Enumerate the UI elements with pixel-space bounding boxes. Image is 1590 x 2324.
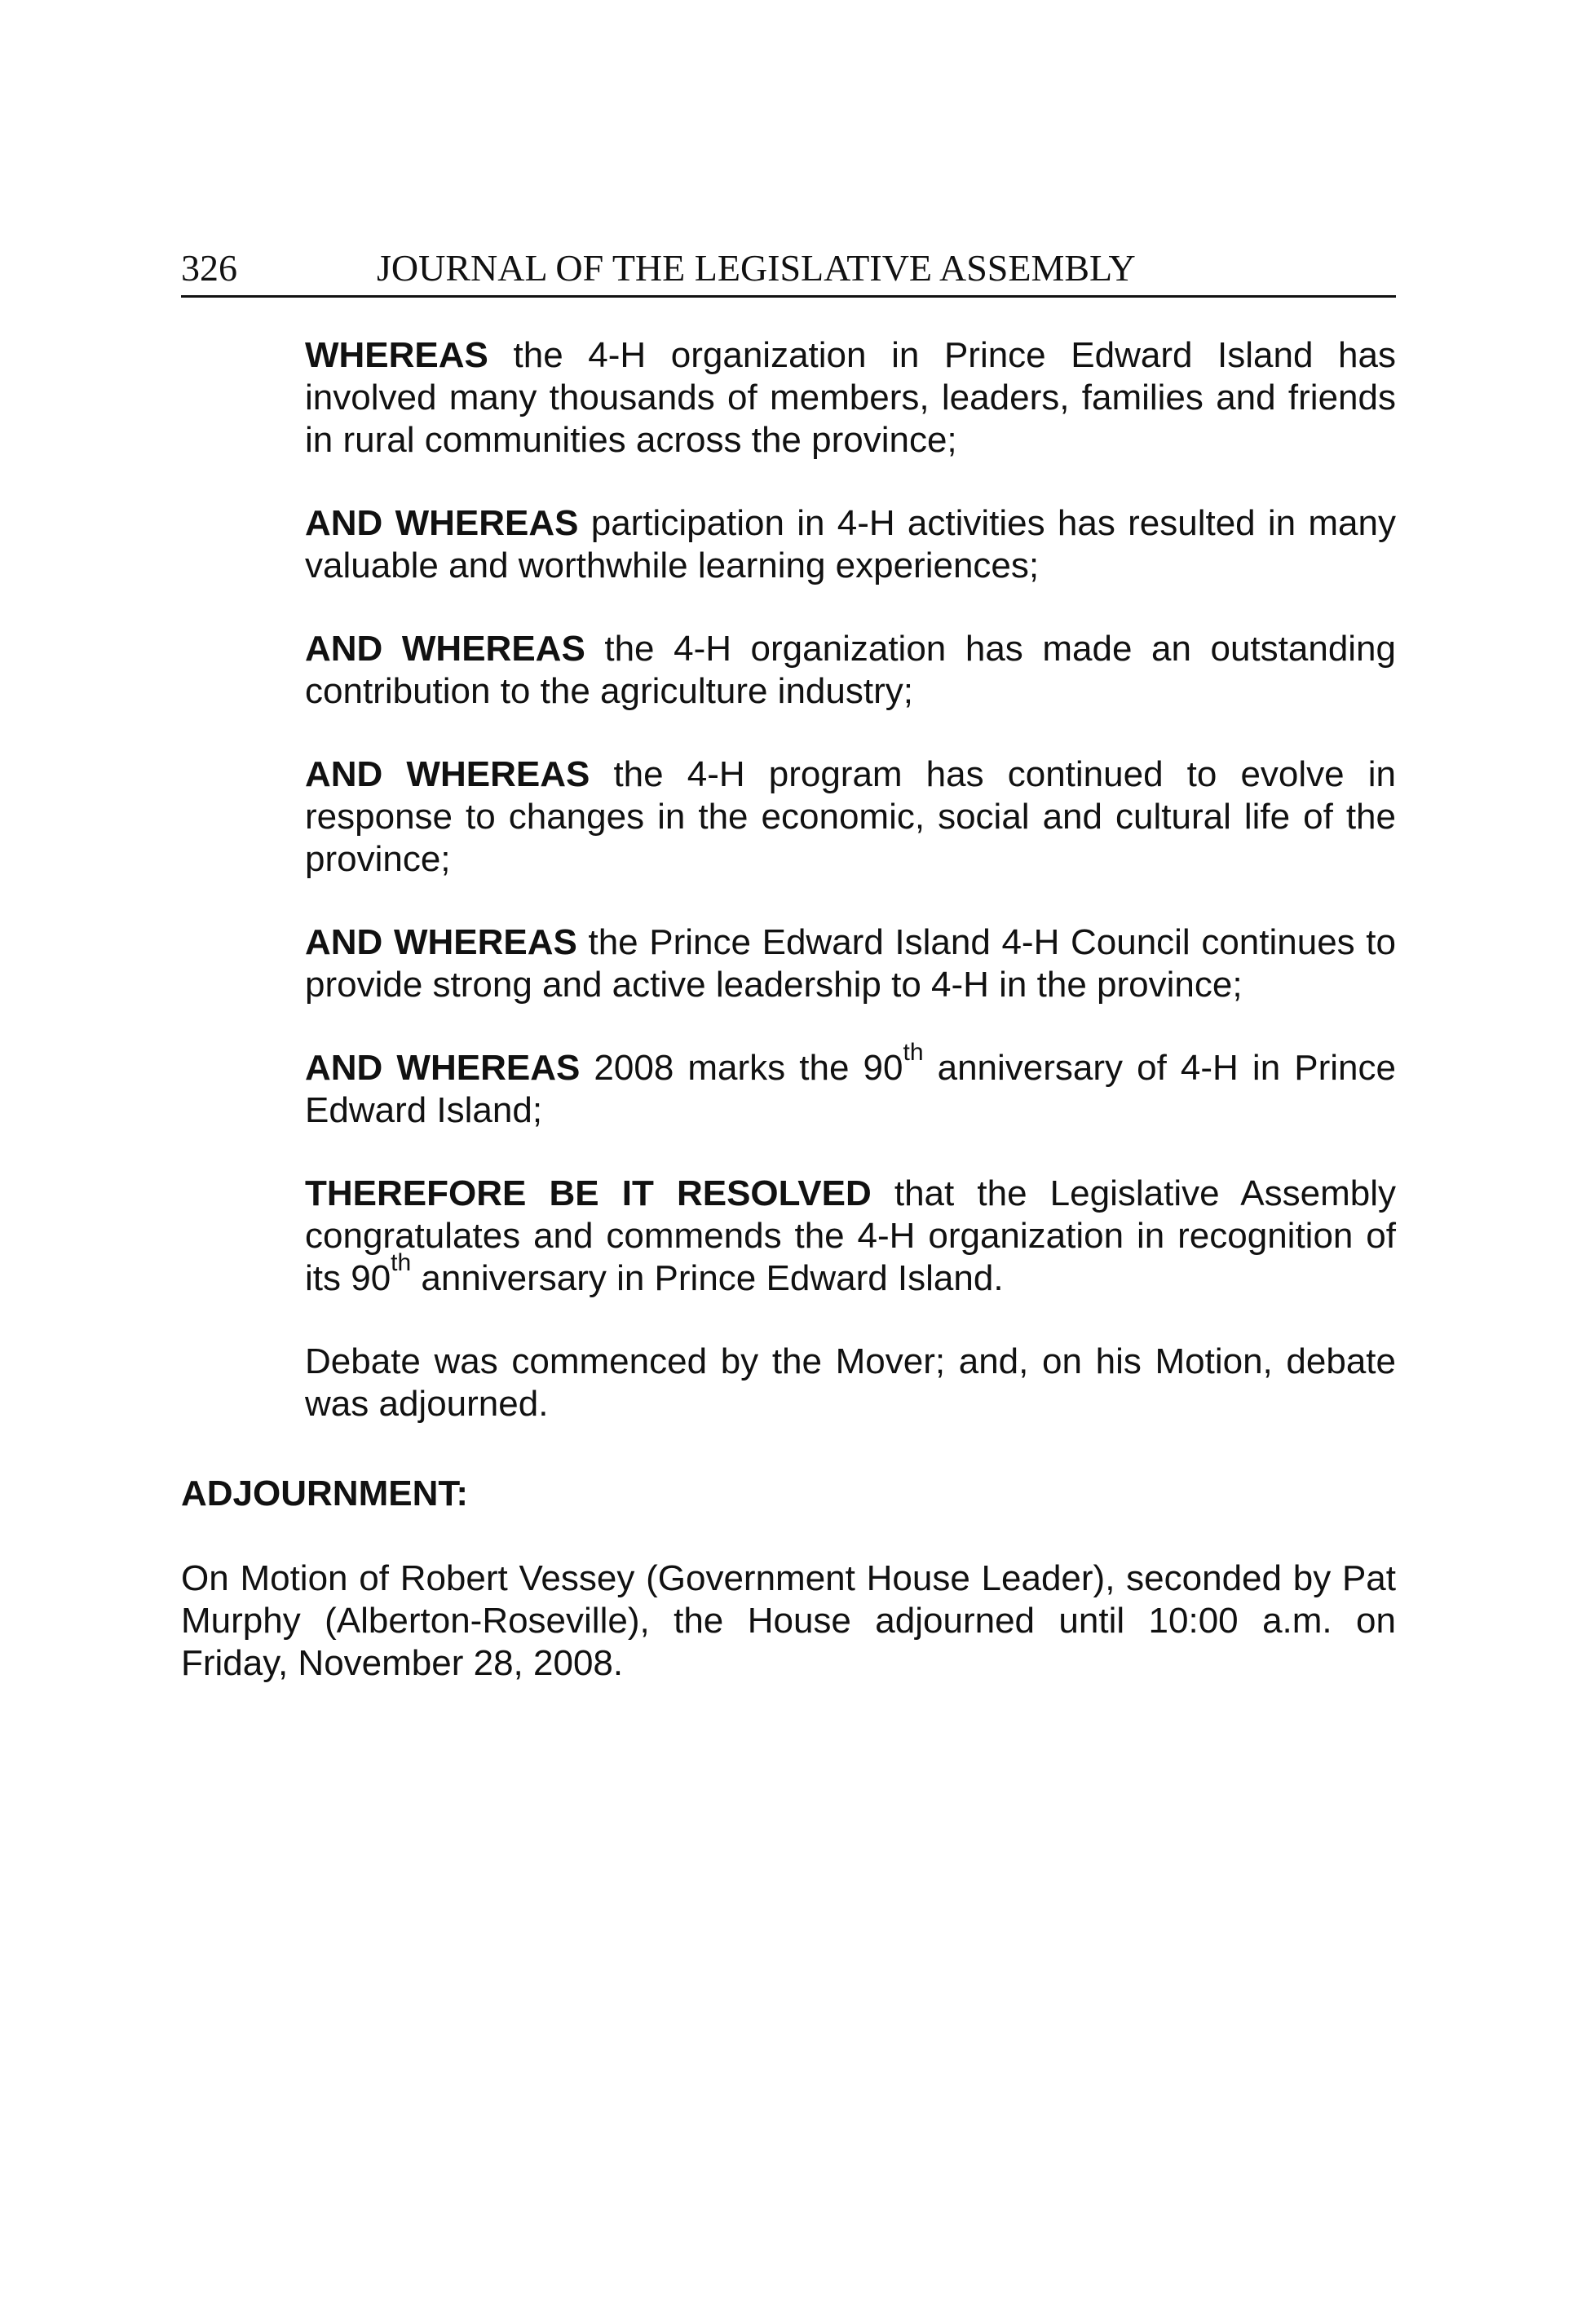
paragraph-lead: AND WHEREAS xyxy=(305,629,585,669)
paragraph-text: the 4-H organization has made an outstanding contribution to the agriculture industry; xyxy=(305,629,1397,711)
page-number: 326 xyxy=(181,247,237,289)
debate-note-paragraph xyxy=(305,1341,1396,1425)
ordinal-superscript: th xyxy=(391,1249,412,1276)
paragraph-text: anniversary in Prince Edward Island. xyxy=(411,1258,1004,1298)
motion-text-block xyxy=(305,334,1396,1466)
paragraph-text: 2008 marks the 90 xyxy=(580,1048,903,1088)
paragraph-text: the 4-H organization in Prince Edward Island has involved many thousands of members, leaders, families and friends in rural communities across the province; xyxy=(305,335,1396,460)
paragraph-lead: THEREFORE BE IT RESOLVED xyxy=(305,1173,872,1213)
paragraph-lead: AND WHEREAS xyxy=(305,922,577,962)
paragraph-text: the Prince Edward Island 4-H Council continues to provide strong and active leadership to 4-H in the province; xyxy=(305,922,1397,1005)
resolution-paragraph xyxy=(305,1173,1396,1300)
whereas-paragraph xyxy=(305,628,1396,713)
paragraph-lead: AND WHEREAS xyxy=(305,503,579,543)
paragraph-text: Debate was commenced by the Mover; and, on his Motion, debate was adjourned. xyxy=(305,1341,1396,1424)
whereas-paragraph xyxy=(305,334,1396,462)
whereas-paragraph xyxy=(305,1039,1396,1132)
paragraph-text: anniversary of 4-H in Prince Edward Island; xyxy=(305,1048,1396,1130)
paragraph-lead: AND WHEREAS xyxy=(305,1048,581,1088)
whereas-paragraph xyxy=(305,921,1396,1006)
paragraph-text: participation in 4-H activities has resulted in many valuable and worthwhile learning experiences; xyxy=(305,503,1396,585)
ordinal-superscript: th xyxy=(903,1039,924,1066)
whereas-paragraph xyxy=(305,753,1396,881)
journal-title: JOURNAL OF THE LEGISLATIVE ASSEMBLY xyxy=(377,247,1136,289)
running-header xyxy=(181,241,1396,298)
paragraph-lead: AND WHEREAS xyxy=(305,754,590,794)
paragraph-text: that the Legislative Assembly congratulates and commends the 4-H organization in recognition of its 90 xyxy=(305,1173,1396,1298)
adjournment-heading: ADJOURNMENT: xyxy=(181,1473,468,1513)
adjournment-paragraph: On Motion of Robert Vessey (Government House Leader), seconded by Pat Murphy (Alberton-Roseville), the House adjourned until 10:00 a.m. on Friday, November 28, 2008. xyxy=(181,1558,1396,1683)
whereas-paragraph xyxy=(305,502,1396,587)
paragraph-text: the 4-H program has continued to evolve in response to changes in the economic, social and cultural life of the province; xyxy=(305,754,1396,879)
paragraph-lead: WHEREAS xyxy=(305,335,488,375)
